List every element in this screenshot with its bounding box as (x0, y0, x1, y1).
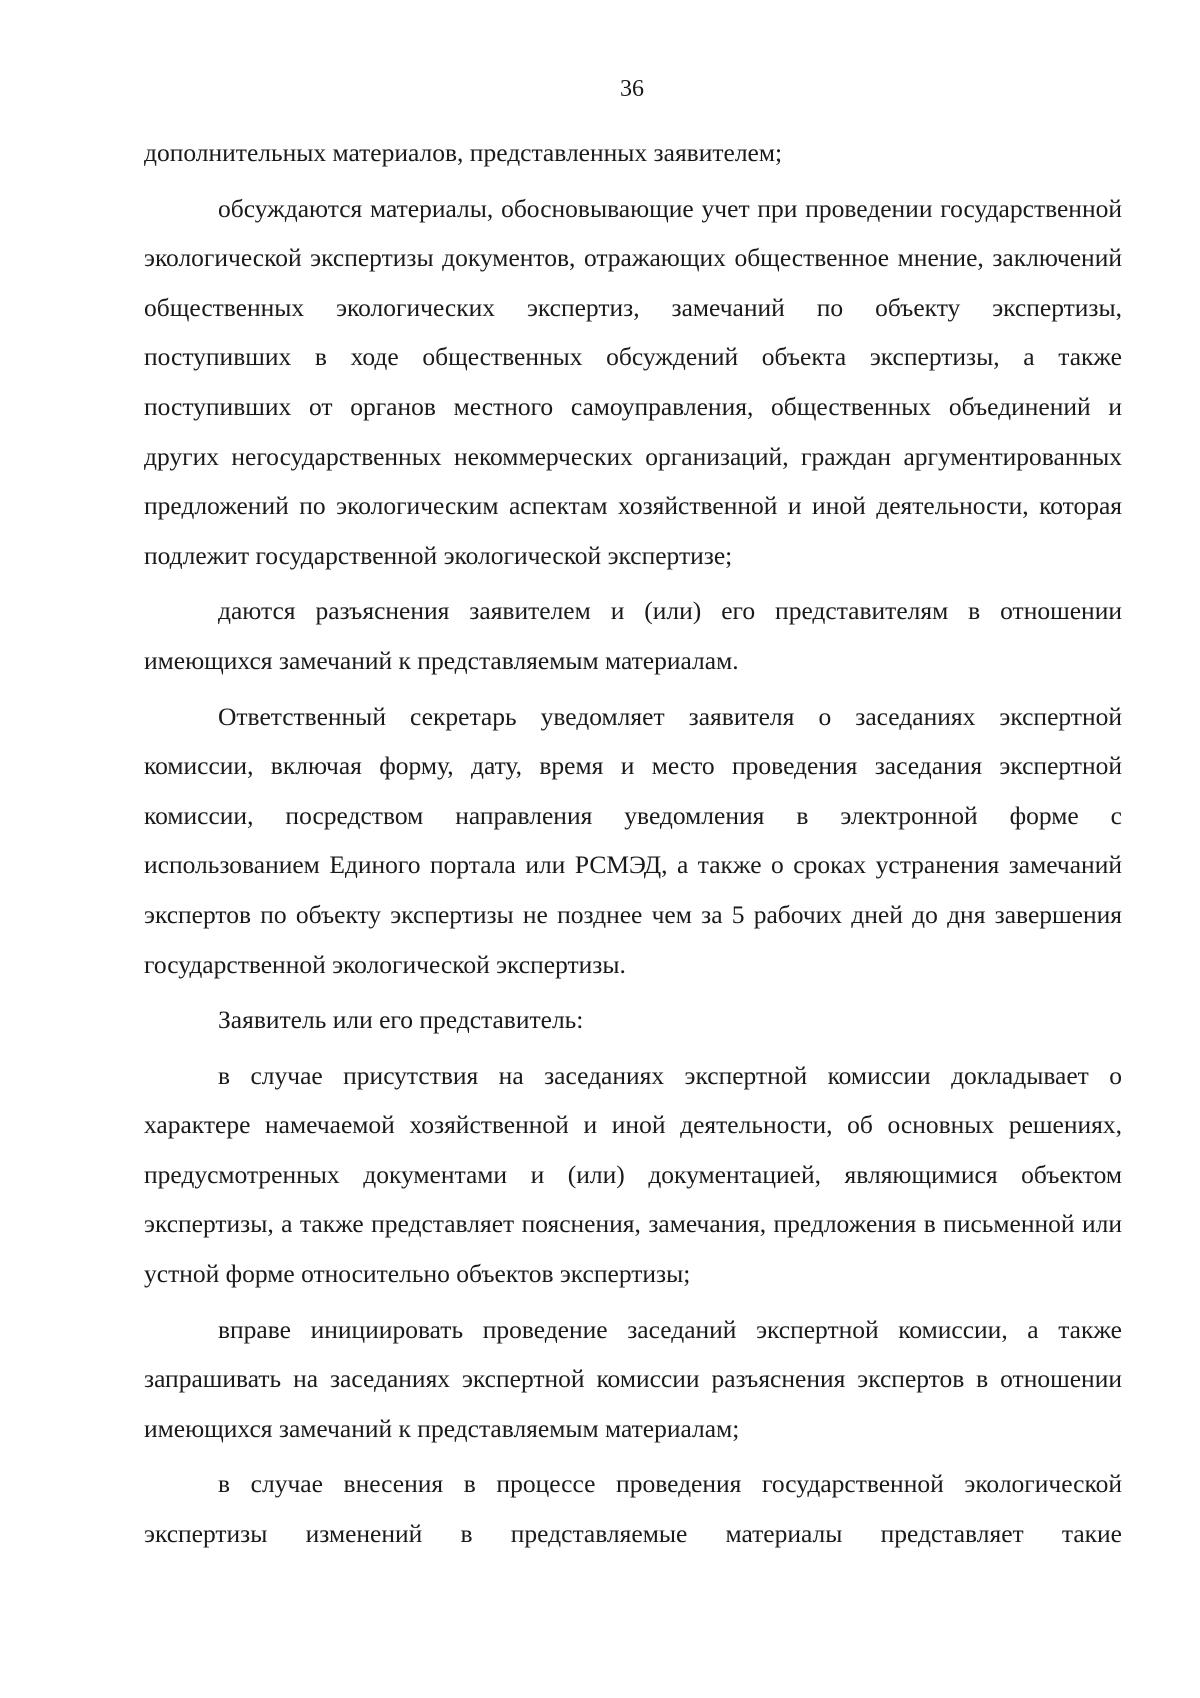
paragraph-secretary-notice: Ответственный секретарь уведомляет заявителя о заседаниях экспертной комиссии, включая форму, дату, время и место проведения заседания экспертной комиссии, посредством направления уведомления в электронной форме с использованием Единого портала или РСМЭД, а также о сроках устранения замечаний экспертов по объекту экспертизы не позднее чем за 5 рабочих дней до дня завершения государственной экологической экспертизы. (144, 701, 1122, 979)
paragraph-applicant-changes: в случае внесения в процессе проведения государственной экологической экспертизы изменений в представляемые материалы представляет такие (144, 1469, 1122, 1549)
paragraph-applicant-heading: Заявитель или его представитель: (218, 1005, 584, 1035)
paragraph-continuation: дополнительных материалов, представленных заявителем; (144, 138, 783, 167)
paragraph-discussion-materials: обсуждаются материалы, обосновывающие учет при проведении государственной экологической экспертизы документов, отражающих общественное мнение, заключений общественных экологических экспертиз, замечаний по объекту экспертизы, поступивших в ходе общественных обсуждений объекта экспертизы, а также поступивших от органов местного самоуправления, общественных объединений и других негосударственных некоммерческих организаций, граждан аргументированных предложений по экологическим аспектам хозяйственной и иной деятельности, которая подлежит государственной экологической экспертизе; (144, 193, 1122, 570)
paragraph-clarifications: даются разъяснения заявителем и (или) его представителям в отношении имеющихся замечаний к представляемым материалам. (144, 596, 1122, 675)
document-body (144, 128, 1122, 1559)
paragraph-applicant-report: в случае присутствия на заседаниях экспертной комиссии докладывает о характере намечаемой хозяйственной и иной деятельности, об основных решениях, предусмотренных документами и (или) документацией, являющимися объектом экспертизы, а также представляет пояснения, замечания, предложения в письменной или устной форме относительно объектов экспертизы; (144, 1060, 1122, 1289)
page-number: 36 (620, 76, 644, 102)
paragraph-applicant-initiate: вправе инициировать проведение заседаний экспертной комиссии, а также запрашивать на заседаниях экспертной комиссии разъяснения экспертов в отношении имеющихся замечаний к представляемым материалам; (144, 1314, 1122, 1443)
